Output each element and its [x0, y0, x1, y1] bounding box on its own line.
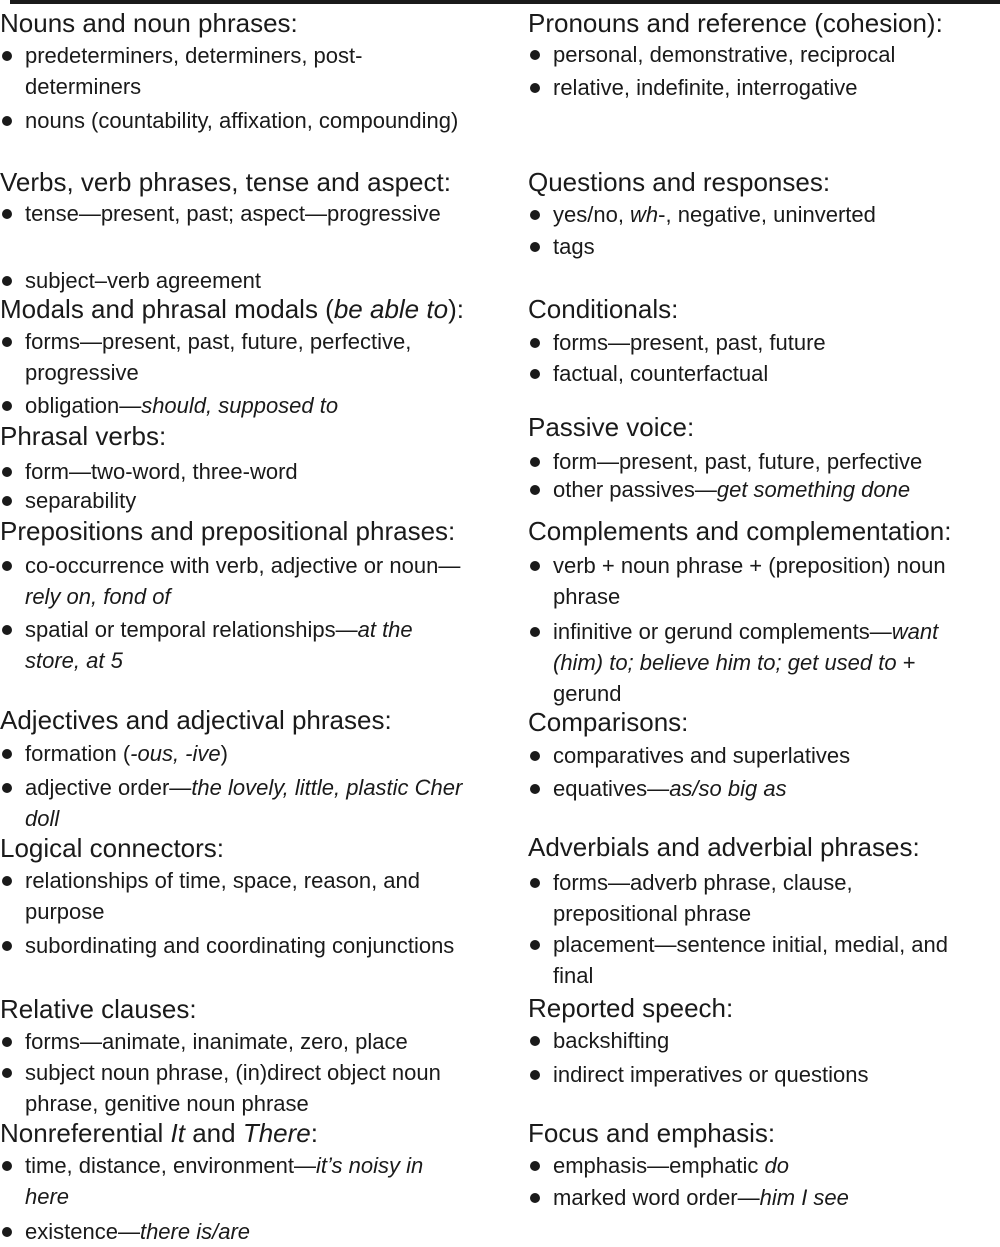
section-heading-adjectives-and-adjectival-phrases: Adjectives and adjectival phrases:: [0, 705, 392, 735]
bullet-icon: [2, 1161, 12, 1171]
bullet-icon: [2, 401, 12, 411]
bullet-icon: [530, 561, 540, 571]
section-heading-relative-clauses: Relative clauses:: [0, 994, 197, 1024]
bullet-icon: [530, 751, 540, 761]
list-item: [0, 772, 470, 834]
list-item: [528, 1025, 978, 1056]
list-item-text: relative, indefinite, interrogative: [553, 75, 858, 100]
list-item-text: indirect imperatives or questions: [553, 1062, 869, 1087]
list-item: [528, 231, 978, 262]
section-heading-pronouns-and-reference-cohesion: Pronouns and reference (cohesion):: [528, 8, 943, 38]
list-item: [528, 474, 978, 505]
list-item-text: tense—present, past; aspect—progressive: [25, 201, 441, 226]
list-item-text: forms—present, past, future, perfective, progressive: [25, 329, 412, 385]
section-heading-conditionals: Conditionals:: [528, 294, 679, 324]
list-item: [528, 72, 978, 103]
list-item: [0, 930, 470, 961]
list-item-text: forms—present, past, future: [553, 330, 826, 355]
bullet-icon: [530, 369, 540, 379]
bullet-icon: [2, 1068, 12, 1078]
list-item-text: existence—there is/are: [25, 1219, 251, 1244]
list-item: [528, 39, 978, 70]
list-item: [0, 105, 470, 136]
list-item: [528, 867, 978, 929]
list-item: [528, 358, 978, 389]
bullet-icon: [2, 337, 12, 347]
list-item-text: infinitive or gerund complements—want (him) to; believe him to; get used to + gerund: [553, 619, 939, 706]
bullet-icon: [530, 338, 540, 348]
section-heading-passive-voice: Passive voice:: [528, 412, 695, 442]
list-item: [528, 1182, 978, 1213]
list-item-text: predeterminers, determiners, post-determiners: [25, 43, 363, 99]
list-item: [0, 865, 470, 927]
bullet-icon: [2, 209, 12, 219]
bullet-icon: [530, 1161, 540, 1171]
bullet-icon: [530, 627, 540, 637]
list-item-text: spatial or temporal relationships—at the store, at 5: [25, 617, 413, 673]
bullet-icon: [2, 116, 12, 126]
list-item: [528, 327, 978, 358]
bullet-icon: [2, 276, 12, 286]
list-item-text: verb + noun phrase + (preposition) noun phrase: [553, 553, 946, 609]
list-item: [528, 1150, 978, 1181]
section-heading-prepositions-and-prepositional-phrases: Prepositions and prepositional phrases:: [0, 516, 456, 546]
bullet-icon: [2, 1037, 12, 1047]
bullet-icon: [2, 876, 12, 886]
section-heading-nouns-and-noun-phrases: Nouns and noun phrases:: [0, 8, 298, 38]
list-item-text: subordinating and coordinating conjunctions: [25, 933, 455, 958]
list-item-text: placement—sentence initial, medial, and final: [553, 932, 949, 988]
section-heading-phrasal-verbs: Phrasal verbs:: [0, 421, 167, 451]
section-heading-reported-speech: Reported speech:: [528, 993, 734, 1023]
list-item-text: obligation—should, supposed to: [25, 393, 339, 418]
section-heading-comparisons: Comparisons:: [528, 707, 689, 737]
list-item-text: tags: [553, 234, 595, 259]
list-item-text: subject noun phrase, (in)direct object noun phrase, genitive noun phrase: [25, 1060, 441, 1116]
list-item-text: equatives—as/so big as: [553, 776, 787, 801]
list-item-text: formation (-ous, -ive): [25, 741, 228, 766]
top-rule: [10, 0, 1000, 4]
section-heading-focus-and-emphasis: Focus and emphasis:: [528, 1118, 776, 1148]
section-heading-verbs-verb-phrases-tense-and-aspect: Verbs, verb phrases, tense and aspect:: [0, 167, 451, 197]
bullet-icon: [530, 242, 540, 252]
list-item-text: nouns (countability, affixation, compounding): [25, 108, 459, 133]
list-item: [0, 485, 470, 516]
list-item: [528, 199, 978, 230]
list-item-text: separability: [25, 488, 137, 513]
bullet-icon: [530, 1036, 540, 1046]
list-item-text: co-occurrence with verb, adjective or noun—rely on, fond of: [25, 553, 461, 609]
bullet-icon: [2, 625, 12, 635]
bullet-icon: [530, 50, 540, 60]
section-heading-nonreferential-it-and-there: Nonreferential It and There:: [0, 1118, 318, 1148]
list-item: [528, 929, 978, 991]
bullet-icon: [2, 467, 12, 477]
list-item: [528, 773, 978, 804]
list-item-text: forms—animate, inanimate, zero, place: [25, 1029, 408, 1054]
list-item: [0, 456, 470, 487]
list-item-text: form—present, past, future, perfective: [553, 449, 923, 474]
list-item: [528, 740, 978, 771]
bullet-icon: [530, 210, 540, 220]
bullet-icon: [2, 561, 12, 571]
list-item-text: form—two-word, three-word: [25, 459, 298, 484]
bullet-icon: [530, 1070, 540, 1080]
list-item-text: backshifting: [553, 1028, 670, 1053]
list-item: [0, 40, 470, 102]
bullet-icon: [530, 83, 540, 93]
list-item-text: factual, counterfactual: [553, 361, 769, 386]
section-heading-questions-and-responses: Questions and responses:: [528, 167, 831, 197]
list-item: [0, 1150, 470, 1212]
list-item: [0, 1026, 470, 1057]
section-heading-adverbials-and-adverbial-phrases: Adverbials and adverbial phrases:: [528, 832, 920, 862]
list-item-text: relationships of time, space, reason, and purpose: [25, 868, 421, 924]
list-item: [0, 614, 470, 676]
list-item: [0, 738, 470, 769]
bullet-icon: [2, 51, 12, 61]
list-item-text: yes/no, wh-, negative, uninverted: [553, 202, 876, 227]
list-item-text: forms—adverb phrase, clause, prepositional phrase: [553, 870, 853, 926]
section-heading-modals-and-phrasal-modals-be-able-to: Modals and phrasal modals (be able to):: [0, 294, 464, 324]
bullet-icon: [2, 783, 12, 793]
bullet-icon: [2, 1227, 12, 1237]
list-item: [528, 1059, 978, 1090]
list-item: [0, 198, 470, 229]
list-item-text: adjective order—the lovely, little, plastic Cher doll: [25, 775, 463, 831]
bullet-icon: [2, 941, 12, 951]
list-item-text: personal, demonstrative, reciprocal: [553, 42, 896, 67]
list-item: [0, 1216, 470, 1247]
bullet-icon: [2, 496, 12, 506]
list-item-text: marked word order—him I see: [553, 1185, 849, 1210]
bullet-icon: [530, 784, 540, 794]
section-heading-complements-and-complementation: Complements and complementation:: [528, 516, 952, 546]
bullet-icon: [530, 878, 540, 888]
section-heading-logical-connectors: Logical connectors:: [0, 833, 225, 863]
list-item-text: comparatives and superlatives: [553, 743, 851, 768]
list-item: [528, 550, 978, 612]
bullet-icon: [530, 940, 540, 950]
bullet-icon: [530, 485, 540, 495]
list-item: [0, 550, 470, 612]
bullet-icon: [2, 749, 12, 759]
list-item-text: other passives—get something done: [553, 477, 911, 502]
list-item-text: subject–verb agreement: [25, 268, 262, 293]
list-item: [0, 390, 470, 421]
list-item: [528, 616, 978, 709]
list-item-text: emphasis—emphatic do: [553, 1153, 790, 1178]
bullet-icon: [530, 1193, 540, 1203]
list-item: [0, 326, 470, 388]
list-item: [0, 1057, 470, 1119]
list-item-text: time, distance, environment—it’s noisy in here: [25, 1153, 424, 1209]
bullet-icon: [530, 457, 540, 467]
list-item: [528, 446, 978, 477]
list-item: [0, 265, 470, 296]
